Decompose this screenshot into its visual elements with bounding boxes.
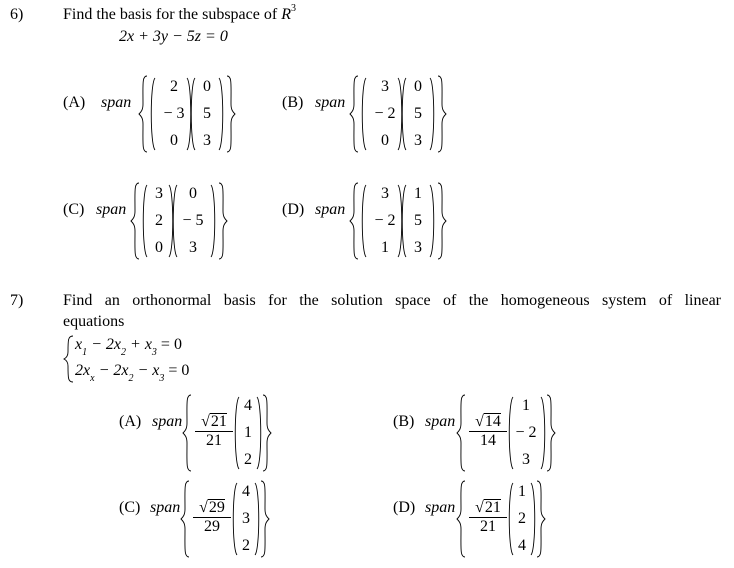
q6-option-d-label: (D)	[282, 201, 305, 218]
vector-entry: 2	[518, 510, 526, 527]
q6-option-d-vector-2	[406, 185, 430, 257]
q7-option-a-vector	[239, 397, 257, 469]
eq-sub: x	[90, 373, 95, 385]
eq-term: 2x	[75, 362, 91, 379]
q6-option-b-braces	[350, 74, 454, 154]
q6-option-c-vector-2	[175, 185, 211, 257]
q6-option-a[interactable]	[63, 74, 243, 154]
vector-entry: 5	[203, 105, 211, 122]
vector-entry: 1	[518, 483, 526, 500]
vector-entry: − 2	[374, 212, 396, 229]
q7-option-b-label: (B)	[393, 413, 415, 430]
eq-term: x	[75, 336, 83, 353]
vector-entry: 1	[244, 424, 252, 441]
sqrt-radicand: 14	[484, 413, 501, 430]
q6-option-b-label: (B)	[282, 94, 304, 111]
vector-entry: − 2	[374, 105, 396, 122]
q6-option-d-span: span	[315, 201, 346, 218]
q6-option-a-vector-1	[157, 78, 191, 150]
q7-option-c-fraction	[193, 499, 231, 536]
vector-entry: 0	[381, 132, 389, 149]
q6-option-d-braces	[350, 181, 454, 261]
eq-term: = 0	[164, 362, 190, 379]
vector-entry: 3	[522, 451, 530, 468]
q7-option-a-fraction	[195, 413, 233, 450]
vector-entry: 2	[244, 451, 252, 468]
vector-entry: 1	[381, 239, 389, 256]
q7-option-d-vector	[513, 483, 531, 555]
q6-option-c-span: span	[96, 201, 127, 218]
fraction-denominator: 21	[206, 432, 222, 449]
q6-space: R	[281, 6, 291, 23]
vector-entry: 3	[381, 185, 389, 202]
vector-entry: 5	[414, 105, 422, 122]
sqrt-radicand: 21	[484, 499, 501, 516]
q6-prompt-text: Find the basis for the subspace of	[63, 6, 278, 23]
q7-equation-1	[75, 336, 182, 359]
fraction-numerator: √21	[195, 413, 233, 432]
q6-prompt	[63, 2, 296, 24]
vector-entry: − 2	[515, 424, 537, 441]
q7-option-c-span: span	[150, 499, 181, 516]
vector-entry: 4	[242, 483, 250, 500]
q6-option-c-label: (C)	[63, 201, 85, 218]
eq-term: − 2x	[87, 336, 122, 353]
fraction-numerator: √29	[193, 499, 231, 518]
q7-equation-2	[75, 362, 190, 385]
q6-option-b-vector-2	[406, 78, 430, 150]
eq-sub: 1	[82, 347, 88, 359]
q7-option-c-label: (C)	[119, 499, 141, 516]
eq-term: + x	[126, 336, 152, 353]
vector-entry: 0	[170, 132, 178, 149]
fraction-numerator: √21	[469, 499, 507, 518]
eq-sub: 3	[151, 347, 157, 359]
vector-entry: 2	[155, 212, 163, 229]
eq-sub: 3	[159, 373, 165, 385]
vector-entry: 4	[244, 397, 252, 414]
vector-entry: 3	[381, 78, 389, 95]
q6-option-d-vector-1	[368, 185, 402, 257]
fraction-numerator: √14	[469, 413, 507, 432]
q7-option-c[interactable]	[119, 479, 279, 559]
vector-entry: 5	[414, 212, 422, 229]
q7-option-d-label: (D)	[393, 499, 416, 516]
vector-entry: 3	[155, 185, 163, 202]
sqrt-radicand: 29	[208, 499, 225, 516]
vector-entry: 1	[414, 185, 422, 202]
q7-option-b-span: span	[425, 413, 456, 430]
q6-equation: 2x + 3y − 5z = 0	[119, 28, 228, 45]
eq-sub: 2	[128, 373, 134, 385]
eq-term: − x	[133, 362, 160, 379]
vector-entry: − 5	[182, 212, 204, 229]
q7-option-d-span: span	[425, 499, 456, 516]
eq-term: − 2x	[94, 362, 129, 379]
q6-option-a-span: span	[101, 94, 132, 111]
sqrt-radicand: 21	[210, 413, 227, 430]
q6-option-d[interactable]	[282, 181, 462, 261]
vector-entry: 2	[170, 78, 178, 95]
q6-option-a-label: (A)	[63, 94, 86, 111]
vector-entry: 2	[242, 537, 250, 554]
vector-entry: 3	[414, 239, 422, 256]
vector-entry: 3	[189, 239, 197, 256]
q7-option-c-vector	[237, 483, 255, 555]
q7-prompt-line1: Find an orthonormal basis for the solution space of the homogeneous system of linear	[63, 292, 721, 309]
q6-number: 6)	[10, 6, 24, 23]
q7-option-a[interactable]	[119, 393, 279, 473]
fraction-denominator: 29	[204, 518, 220, 535]
eq-sub: 2	[121, 347, 127, 359]
q7-option-b[interactable]	[393, 393, 563, 473]
vector-entry: 1	[522, 397, 530, 414]
vector-entry: 0	[189, 185, 197, 202]
vector-entry: 0	[203, 78, 211, 95]
q7-option-b-fraction	[469, 413, 507, 450]
vector-entry: 0	[155, 239, 163, 256]
q7-prompt-line2: equations	[63, 313, 125, 330]
vector-entry: 4	[518, 537, 526, 554]
vector-entry: 0	[414, 78, 422, 95]
q6-option-b-vector-1	[368, 78, 402, 150]
q6-option-c-vector-1	[147, 185, 171, 257]
q6-space-exp: 3	[290, 2, 296, 14]
q7-system-brace	[63, 334, 75, 384]
vector-entry: 3	[242, 510, 250, 527]
q7-option-d-fraction	[469, 499, 507, 536]
eq-term: = 0	[156, 336, 182, 353]
q6-option-c[interactable]	[63, 181, 243, 261]
q7-number: 7)	[10, 292, 24, 309]
vector-entry: 3	[203, 132, 211, 149]
q7-option-b-vector	[511, 397, 541, 469]
q7-option-a-span: span	[152, 413, 183, 430]
q7-option-d[interactable]	[393, 479, 553, 559]
q6-option-a-vector-2	[195, 78, 219, 150]
fraction-denominator: 14	[480, 432, 496, 449]
q7-option-a-label: (A)	[119, 413, 142, 430]
vector-entry: 3	[414, 132, 422, 149]
vector-entry: − 3	[163, 105, 185, 122]
q6-option-b[interactable]	[282, 74, 462, 154]
q6-option-b-span: span	[315, 94, 346, 111]
q6-option-a-braces	[139, 74, 243, 154]
fraction-denominator: 21	[480, 518, 496, 535]
